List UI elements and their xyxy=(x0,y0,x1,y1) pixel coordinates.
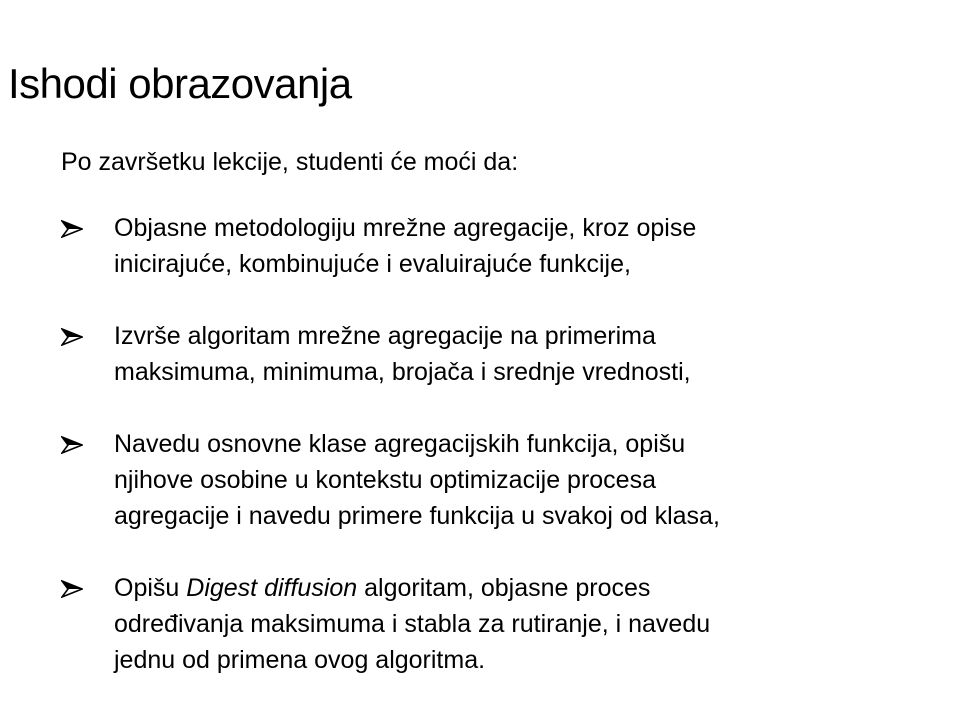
list-item xyxy=(61,426,941,534)
arrowhead-bullet-icon xyxy=(61,436,83,454)
list-item-line: Izvrše algoritam mrežne agregacije na primerima xyxy=(114,322,656,350)
list-item xyxy=(61,570,941,678)
italic-term: Digest diffusion xyxy=(186,574,358,602)
arrowhead-bullet-icon xyxy=(61,220,83,238)
list-item-line: određivanja maksimuma i stabla za rutiranje, i navedu xyxy=(114,610,711,638)
slide-title: Ishodi obrazovanja xyxy=(8,60,352,107)
list-item-line: njihove osobine u kontekstu optimizacije procesa xyxy=(114,466,656,494)
list-item-line xyxy=(114,570,941,606)
arrowhead-bullet-icon xyxy=(61,328,83,346)
line-text: Opišu xyxy=(114,574,187,602)
list-item-line: Objasne metodologiju mrežne agregacije, kroz opise xyxy=(114,214,697,242)
list-item-line: jednu od primena ovog algoritma. xyxy=(114,646,486,674)
list-item xyxy=(61,318,941,390)
line-text: algoritam, objasne proces xyxy=(357,574,651,602)
list-item xyxy=(61,210,941,282)
intro-text: Po završetku lekcije, studenti će moći da: xyxy=(61,148,519,176)
arrowhead-bullet-icon xyxy=(61,580,83,598)
learning-outcomes-list xyxy=(61,210,941,678)
list-item-line: agregacije i navedu primere funkcija u svakoj od klasa, xyxy=(114,502,720,530)
list-item-line: inicirajuće, kombinujuće i evaluirajuće funkcije, xyxy=(114,250,631,278)
list-item-line: Navedu osnovne klase agregacijskih funkcija, opišu xyxy=(114,430,686,458)
list-item-line: maksimuma, minimuma, brojača i srednje vrednosti, xyxy=(114,358,691,386)
